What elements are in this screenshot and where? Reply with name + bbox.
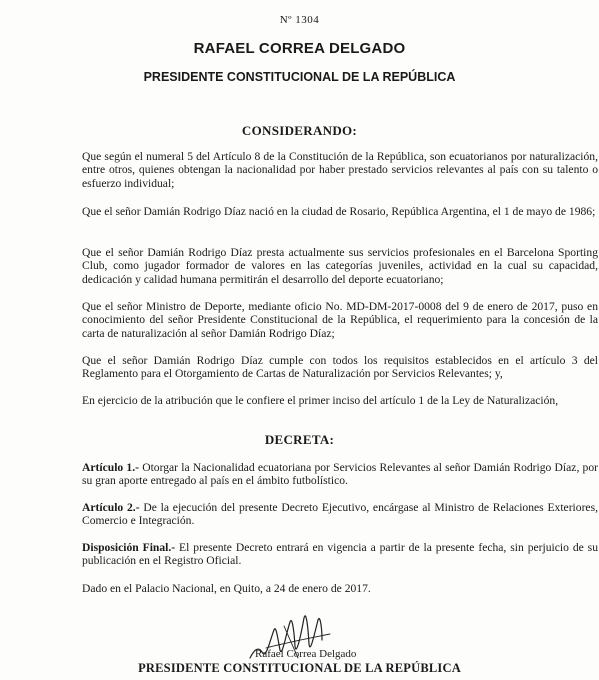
decreta-heading: DECRETA: [264, 432, 335, 447]
signer-name: Rafael Correa Delgado [255, 648, 357, 660]
president-name: RAFAEL CORREA DELGADO [193, 40, 406, 57]
considerando-paragraph-4: Que el señor Ministro de Deporte, mediante oficio No. MD-DM-2017-0008 del 9 de enero de 2017, puso en conocimiento del señor Presidente Constitucional de la República, el requerimiento para la concesión de la carta de naturalización al señor Damián Rodrigo Díaz; [82, 300, 598, 340]
considerando-heading: CONSIDERANDO: [241, 123, 358, 138]
article-1 [82, 461, 598, 488]
article-2-text: De la ejecución del presente Decreto Ejecutivo, encárgase al Ministro de Relaciones Exteriores, Comercio e Integración. [82, 501, 598, 528]
date-line: Dado en el Palacio Nacional, en Quito, a 24 de enero de 2017. [82, 582, 371, 595]
final-disposition [82, 541, 598, 568]
article-2-lead: Artículo 2.- [82, 501, 140, 514]
considerando-paragraph-1: Que según el numeral 5 del Artículo 8 de la Constitución de la República, son ecuatorianos por naturalización, entre otros, quienes obtengan la nacionalidad por haber prestado servicios relevantes al país con su talento o esfuerzo individual; [82, 150, 598, 190]
final-disposition-text: El presente Decreto entrará en vigencia a partir de la presente fecha, sin perjuicio de su publicación en el Registro Oficial. [82, 541, 598, 568]
signer-office: PRESIDENTE CONSTITUCIONAL DE LA REPÚBLICA [138, 661, 461, 675]
article-1-text: Otorgar la Nacionalidad ecuatoriana por Servicios Relevantes al señor Damián Rodrigo Díaz, por su gran aporte entregado al país en el ámbito futbolístico. [82, 461, 598, 488]
considerando-paragraph-3: Que el señor Damián Rodrigo Díaz presta actualmente sus servicios profesionales en el Barcelona Sporting Club, como jugador formador de valores en las categorías juveniles, actividad en la cual su capacidad, dedicación y calidad humana permitirán el desarrollo del deporte ecuatoriano; [82, 246, 598, 286]
final-disposition-lead: Disposición Final.- [82, 541, 176, 554]
considerando-paragraph-2: Que el señor Damián Rodrigo Díaz nació en la ciudad de Rosario, República Argentina, el 1 de mayo de 1986; [82, 205, 596, 218]
decree-number: Nº 1304 [279, 14, 320, 26]
president-office: PRESIDENTE CONSTITUCIONAL DE LA REPÚBLICA [143, 70, 456, 84]
article-2 [82, 501, 598, 528]
considerando-paragraph-5: Que el señor Damián Rodrigo Díaz cumple con todos los requisitos establecidos en el artículo 3 del Reglamento para el Otorgamiento de Cartas de Naturalización por Servicios Relevantes; y, [82, 354, 598, 381]
considerando-paragraph-6: En ejercicio de la atribución que le confiere el primer inciso del artículo 1 de la Ley de Naturalización, [82, 394, 559, 407]
article-1-lead: Artículo 1.- [82, 461, 139, 474]
